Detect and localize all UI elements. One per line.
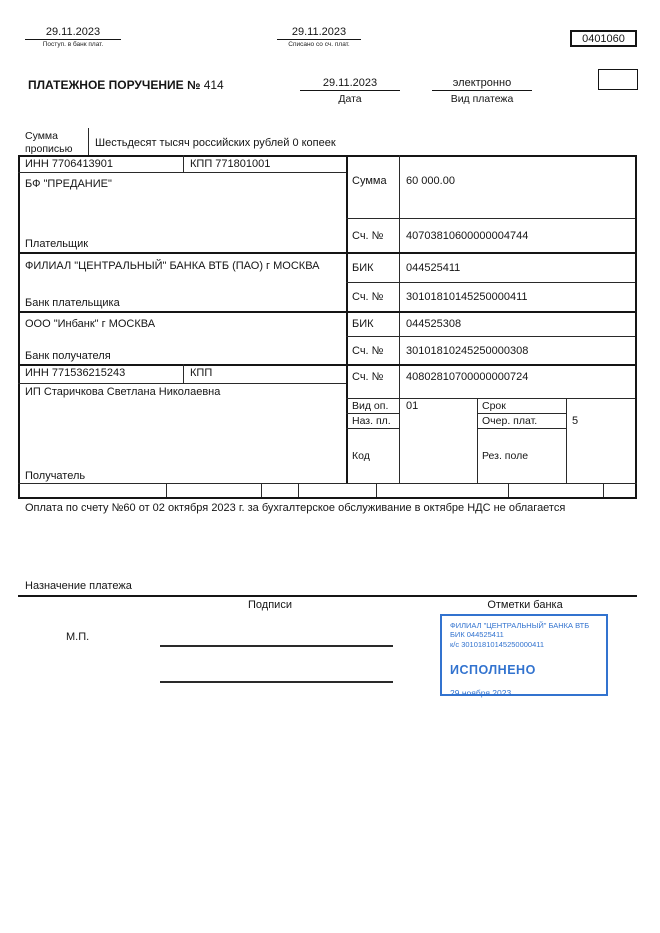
bank-stamp xyxy=(440,614,608,696)
table-line xyxy=(635,155,637,497)
payee-bank-account: 30101810245250000308 xyxy=(406,345,529,357)
payee-bank-account-label: Сч. № xyxy=(352,345,384,357)
payee-bank-name: ООО "Инбанк" г МОСКВА xyxy=(25,318,156,330)
divider xyxy=(566,398,567,483)
stamp-corr-account: к/с 30101810145250000411 xyxy=(450,639,545,649)
divider xyxy=(346,428,400,429)
table-line xyxy=(346,155,348,483)
table-line xyxy=(18,497,637,499)
priority-value: 5 xyxy=(572,415,579,427)
document-title xyxy=(28,78,224,92)
divider xyxy=(18,383,346,384)
divider xyxy=(346,336,635,337)
divider xyxy=(477,398,478,483)
divider xyxy=(18,483,637,484)
divider xyxy=(298,483,299,497)
divider xyxy=(477,413,567,414)
bank-marks-label: Отметки банка xyxy=(487,599,563,611)
amount-in-words-label: Сумма прописью xyxy=(25,130,73,156)
divider xyxy=(183,155,184,172)
code-label: Код xyxy=(352,450,370,462)
payer-account-label: Сч. № xyxy=(352,230,384,242)
debited-caption: Списано со сч. плат. xyxy=(288,41,350,48)
payee-name: ИП Старичкова Светлана Николаевна xyxy=(25,386,221,398)
payer-bank-account: 30101810145250000411 xyxy=(406,291,528,303)
amount-label: Сумма xyxy=(352,175,387,187)
payer-name: БФ "ПРЕДАНИЕ" xyxy=(25,178,112,190)
form-code: 0401060 xyxy=(582,32,625,45)
divider xyxy=(376,483,377,497)
table-line xyxy=(18,252,637,254)
payer-bank-bik-label: БИК xyxy=(352,262,374,274)
priority-label: Очер. плат. xyxy=(482,415,538,427)
payer-inn: ИНН 7706413901 xyxy=(25,158,114,170)
payer-account: 40703810600000004744 xyxy=(406,230,529,242)
amount-in-words: Шестьдесят тысяч российских рублей 0 копеек xyxy=(95,137,336,149)
debited-date: 29.11.2023 xyxy=(277,26,361,40)
divider xyxy=(477,428,567,429)
divider xyxy=(183,364,184,383)
payee-bank-bik: 044525308 xyxy=(406,318,462,330)
stamp-bank-name: ФИЛИАЛ "ЦЕНТРАЛЬНЫЙ" БАНКА ВТБ xyxy=(450,621,590,630)
divider xyxy=(346,413,400,414)
document-date-caption: Дата xyxy=(338,93,362,105)
bank-received-caption: Поступ. в банк плат. xyxy=(42,41,104,48)
payer-bank-account-label: Сч. № xyxy=(352,291,384,303)
signature-line xyxy=(160,681,393,683)
signature-line xyxy=(160,645,393,647)
payee-account: 40802810700000000724 xyxy=(406,371,529,383)
payer-bank-name: ФИЛИАЛ "ЦЕНТРАЛЬНЫЙ" БАНКА ВТБ (ПАО) г МОСКВА xyxy=(25,260,320,272)
mp-label: М.П. xyxy=(66,631,90,643)
table-line xyxy=(18,595,637,597)
document-number: 414 xyxy=(203,78,224,92)
divider xyxy=(508,483,509,497)
form-code-box xyxy=(570,30,637,47)
payee-kpp-label: КПП xyxy=(190,367,213,379)
payee-bank-label: Банк получателя xyxy=(25,350,111,362)
divider xyxy=(603,483,604,497)
payer-label: Плательщик xyxy=(25,238,89,250)
payee-account-label: Сч. № xyxy=(352,371,384,383)
payer-bank-label: Банк плательщика xyxy=(25,297,120,309)
payment-purpose-label: Назначение платежа xyxy=(25,580,132,592)
payment-kind: электронно xyxy=(432,77,532,91)
stamp-status: ИСПОЛНЕНО xyxy=(450,663,536,678)
debited-date-block xyxy=(277,26,361,48)
op-kind-value: 01 xyxy=(406,400,419,412)
payer-kpp: КПП 771801001 xyxy=(190,158,271,170)
payment-kind-caption: Вид платежа xyxy=(450,93,514,105)
payee-label: Получатель xyxy=(25,470,86,482)
table-line xyxy=(18,155,637,157)
divider xyxy=(346,282,635,283)
divider xyxy=(346,398,635,399)
divider xyxy=(166,483,167,497)
payer-bank-bik: 044525411 xyxy=(406,262,461,274)
divider xyxy=(88,128,89,155)
payment-purpose-text: Оплата по счету №60 от 02 октября 2023 г. за бухгалтерское обслуживание в октябре НДС не облагается xyxy=(25,502,566,514)
table-line xyxy=(399,155,400,483)
bank-received-date: 29.11.2023 xyxy=(25,26,121,40)
document-title-text: ПЛАТЕЖНОЕ ПОРУЧЕНИЕ № xyxy=(28,78,201,92)
table-line xyxy=(18,155,20,497)
divider xyxy=(18,172,346,173)
term-label: Срок xyxy=(482,400,506,412)
stamp-date: 29 ноября 2023 xyxy=(450,687,512,698)
table-line xyxy=(18,364,637,366)
payee-inn: ИНН 771536215243 xyxy=(25,367,126,379)
signatures-label: Подписи xyxy=(248,599,292,611)
payee-bank-bik-label: БИК xyxy=(352,318,374,330)
reserve-field-label: Рез. поле xyxy=(482,450,529,462)
amount-value: 60 000.00 xyxy=(406,175,455,187)
empty-mark-box xyxy=(598,69,638,90)
purpose-code-label: Наз. пл. xyxy=(352,415,391,427)
document-date: 29.11.2023 xyxy=(300,77,400,91)
divider xyxy=(261,483,262,497)
op-kind-label: Вид оп. xyxy=(352,400,389,412)
divider xyxy=(346,218,635,219)
document-date-block xyxy=(300,77,400,105)
table-line xyxy=(18,311,637,313)
bank-received-date-block xyxy=(25,26,121,48)
stamp-bik: БИК 044525411 xyxy=(450,630,504,640)
payment-kind-block xyxy=(432,77,532,105)
